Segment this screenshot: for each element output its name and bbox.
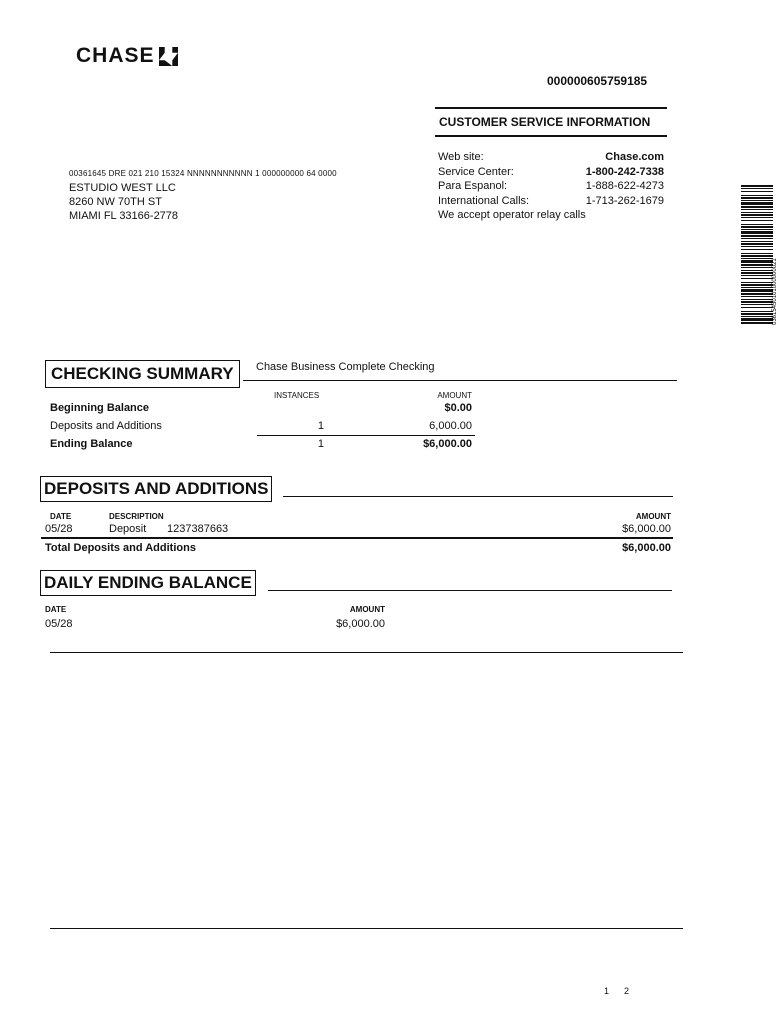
csi-value: 1-800-242-7338	[585, 165, 664, 178]
col-amount: AMOUNT	[437, 391, 472, 400]
divider	[50, 652, 683, 653]
divider	[283, 496, 673, 497]
mailing-address	[69, 181, 178, 223]
routing-code: 00361645 DRE 021 210 15324 NNNNNNNNNNN 1 000000000 64 0000	[69, 169, 337, 178]
csi-value: 1-888-622-4273	[585, 180, 664, 192]
col-instances: INSTANCES	[274, 391, 320, 400]
deposits-total-label: Total Deposits and Additions	[45, 542, 196, 554]
csi-label: Web site:	[438, 151, 484, 163]
summary-label: Beginning Balance	[50, 402, 150, 414]
deposits-total-amount: $6,000.00	[622, 542, 671, 554]
address-city: MIAMI FL 33166-2778	[69, 210, 179, 222]
customer-service-box	[435, 107, 667, 223]
csi-label: International Calls:	[438, 194, 530, 207]
csi-row-website	[435, 150, 667, 165]
col-amount: AMOUNT	[349, 605, 385, 614]
divider	[268, 590, 672, 591]
barcode-text: 03615450101000000021	[772, 258, 778, 325]
page-number	[604, 986, 629, 996]
summary-instances: 1	[317, 420, 324, 432]
balance-amount: $6,000.00	[336, 618, 385, 630]
divider	[243, 380, 677, 381]
summary-amount: 6,000.00	[429, 420, 472, 432]
col-description: DESCRIPTION	[109, 512, 164, 521]
csi-label: Service Center:	[438, 165, 514, 178]
checking-summary-title: CHECKING SUMMARY	[45, 360, 240, 388]
deposits-title: DEPOSITS AND ADDITIONS	[40, 476, 272, 502]
daily-balance-title: DAILY ENDING BALANCE	[40, 570, 256, 596]
balance-date: 05/28	[45, 618, 73, 630]
product-name: Chase Business Complete Checking	[256, 361, 435, 373]
summary-instances: 1	[317, 438, 324, 450]
divider	[257, 435, 475, 436]
barcode-image	[741, 185, 781, 327]
csi-value: 1-713-262-1679	[585, 194, 664, 207]
current-page: 1	[604, 986, 610, 996]
summary-label: Ending Balance	[50, 438, 133, 450]
deposit-description: Deposit	[109, 523, 147, 535]
total-pages: 2	[624, 986, 630, 996]
address-name: ESTUDIO WEST LLC	[69, 182, 176, 194]
deposit-reference: 1237387663	[167, 523, 229, 535]
csi-relay-note: We accept operator relay calls	[438, 209, 586, 221]
col-amount: AMOUNT	[635, 512, 671, 521]
chase-logo	[76, 44, 178, 68]
account-number: 000000605759185	[547, 74, 648, 88]
chase-octagon-icon	[159, 47, 178, 66]
customer-service-title: CUSTOMER SERVICE INFORMATION	[435, 107, 667, 137]
summary-amount: $6,000.00	[423, 438, 472, 450]
csi-value-link[interactable]: Chase.com	[605, 151, 664, 163]
csi-row-service-center	[435, 165, 667, 180]
deposit-date: 05/28	[45, 523, 73, 535]
logo-text: CHASE	[76, 44, 155, 67]
summary-label: Deposits and Additions	[50, 420, 162, 432]
divider	[41, 537, 673, 539]
csi-row-para-espanol	[435, 179, 667, 194]
footer-divider	[50, 928, 683, 929]
csi-label: Para Espanol:	[438, 180, 508, 192]
summary-amount: $0.00	[444, 402, 472, 414]
col-date: DATE	[45, 605, 67, 614]
csi-row-international	[435, 194, 667, 209]
address-street: 8260 NW 70TH ST	[69, 196, 162, 208]
col-date: DATE	[50, 512, 72, 521]
deposit-amount: $6,000.00	[622, 523, 671, 535]
